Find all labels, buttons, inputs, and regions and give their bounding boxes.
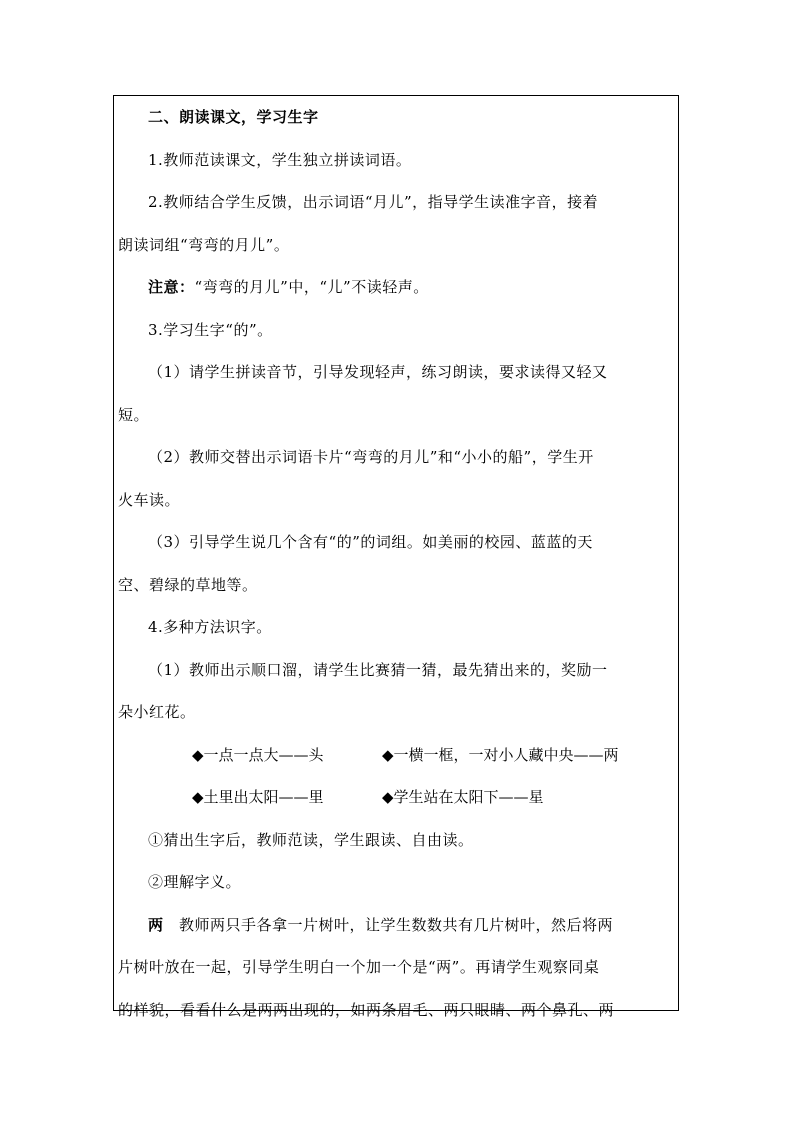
liang-paragraph-line-3: 的样貌，看看什么是两两出现的，如两条眉毛、两只眼睛、两个鼻孔、两 (118, 1000, 615, 1019)
step-3-3-line-1: （3）引导学生说几个含有“的”的词组。如美丽的校园、蓝蓝的天 (148, 533, 593, 551)
circle-step-1: ①猜出生字后，教师范读，学生跟读、自由读。 (148, 830, 474, 849)
note-label: 注意： (148, 278, 195, 296)
step-3: 3.学习生字“的”。 (148, 320, 273, 339)
step-3-3-line-2: 空、碧绿的草地等。 (118, 575, 258, 594)
lesson-table-cell (113, 95, 679, 1019)
riddle-item: ◆一点一点大——头 (192, 745, 324, 764)
lesson-content (118, 96, 672, 1031)
liang-paragraph-line-2: 片树叶放在一起，引导学生明白一个加一个是“两”。再请学生观察同桌 (118, 958, 600, 976)
step-3-2-line-1: （2）教师交替出示词语卡片“弯弯的月儿”和“小小的船”，学生开 (148, 448, 594, 466)
liang-text: 教师两只手各拿一片树叶，让学生数数共有几片树叶，然后将两 (179, 915, 614, 934)
step-3-1-line-1: （1）请学生拼读音节，引导发现轻声，练习朗读，要求读得又轻又 (148, 363, 608, 381)
circle-step-2: ②理解字义。 (148, 873, 242, 891)
step-2-line-1: 2.教师结合学生反馈，出示词语“月儿”，指导学生读准字音，接着 (148, 193, 599, 211)
note-paragraph (118, 266, 672, 309)
riddle-row-1 (118, 734, 672, 777)
step-1: 1.教师范读课文，学生独立拼读词语。 (148, 150, 412, 169)
riddle-row-2 (118, 776, 672, 819)
liang-label: 两 (148, 915, 164, 934)
step-3-1-line-2: 短。 (118, 405, 150, 424)
riddle-item: ◆一横一框，一对小人藏中央——两 (382, 745, 619, 764)
step-2-line-2: 朗读词组“弯弯的月儿”。 (118, 235, 290, 254)
riddle-item: ◆学生站在太阳下——星 (382, 788, 544, 806)
step-4-1-line-2: 朵小红花。 (118, 703, 196, 721)
riddle-item: ◆土里出太阳——里 (192, 788, 324, 806)
note-text: “弯弯的月儿”中，“儿”不读轻声。 (194, 278, 429, 296)
step-4: 4.多种方法识字。 (148, 618, 272, 636)
section-heading: 二、朗读课文，学习生字 (148, 108, 319, 126)
step-3-2-line-2: 火车读。 (118, 490, 181, 509)
step-4-1-line-1: （1）教师出示顺口溜，请学生比赛猜一猜，最先猜出来的，奖励一 (148, 660, 608, 679)
liang-paragraph-line-1 (118, 904, 672, 947)
